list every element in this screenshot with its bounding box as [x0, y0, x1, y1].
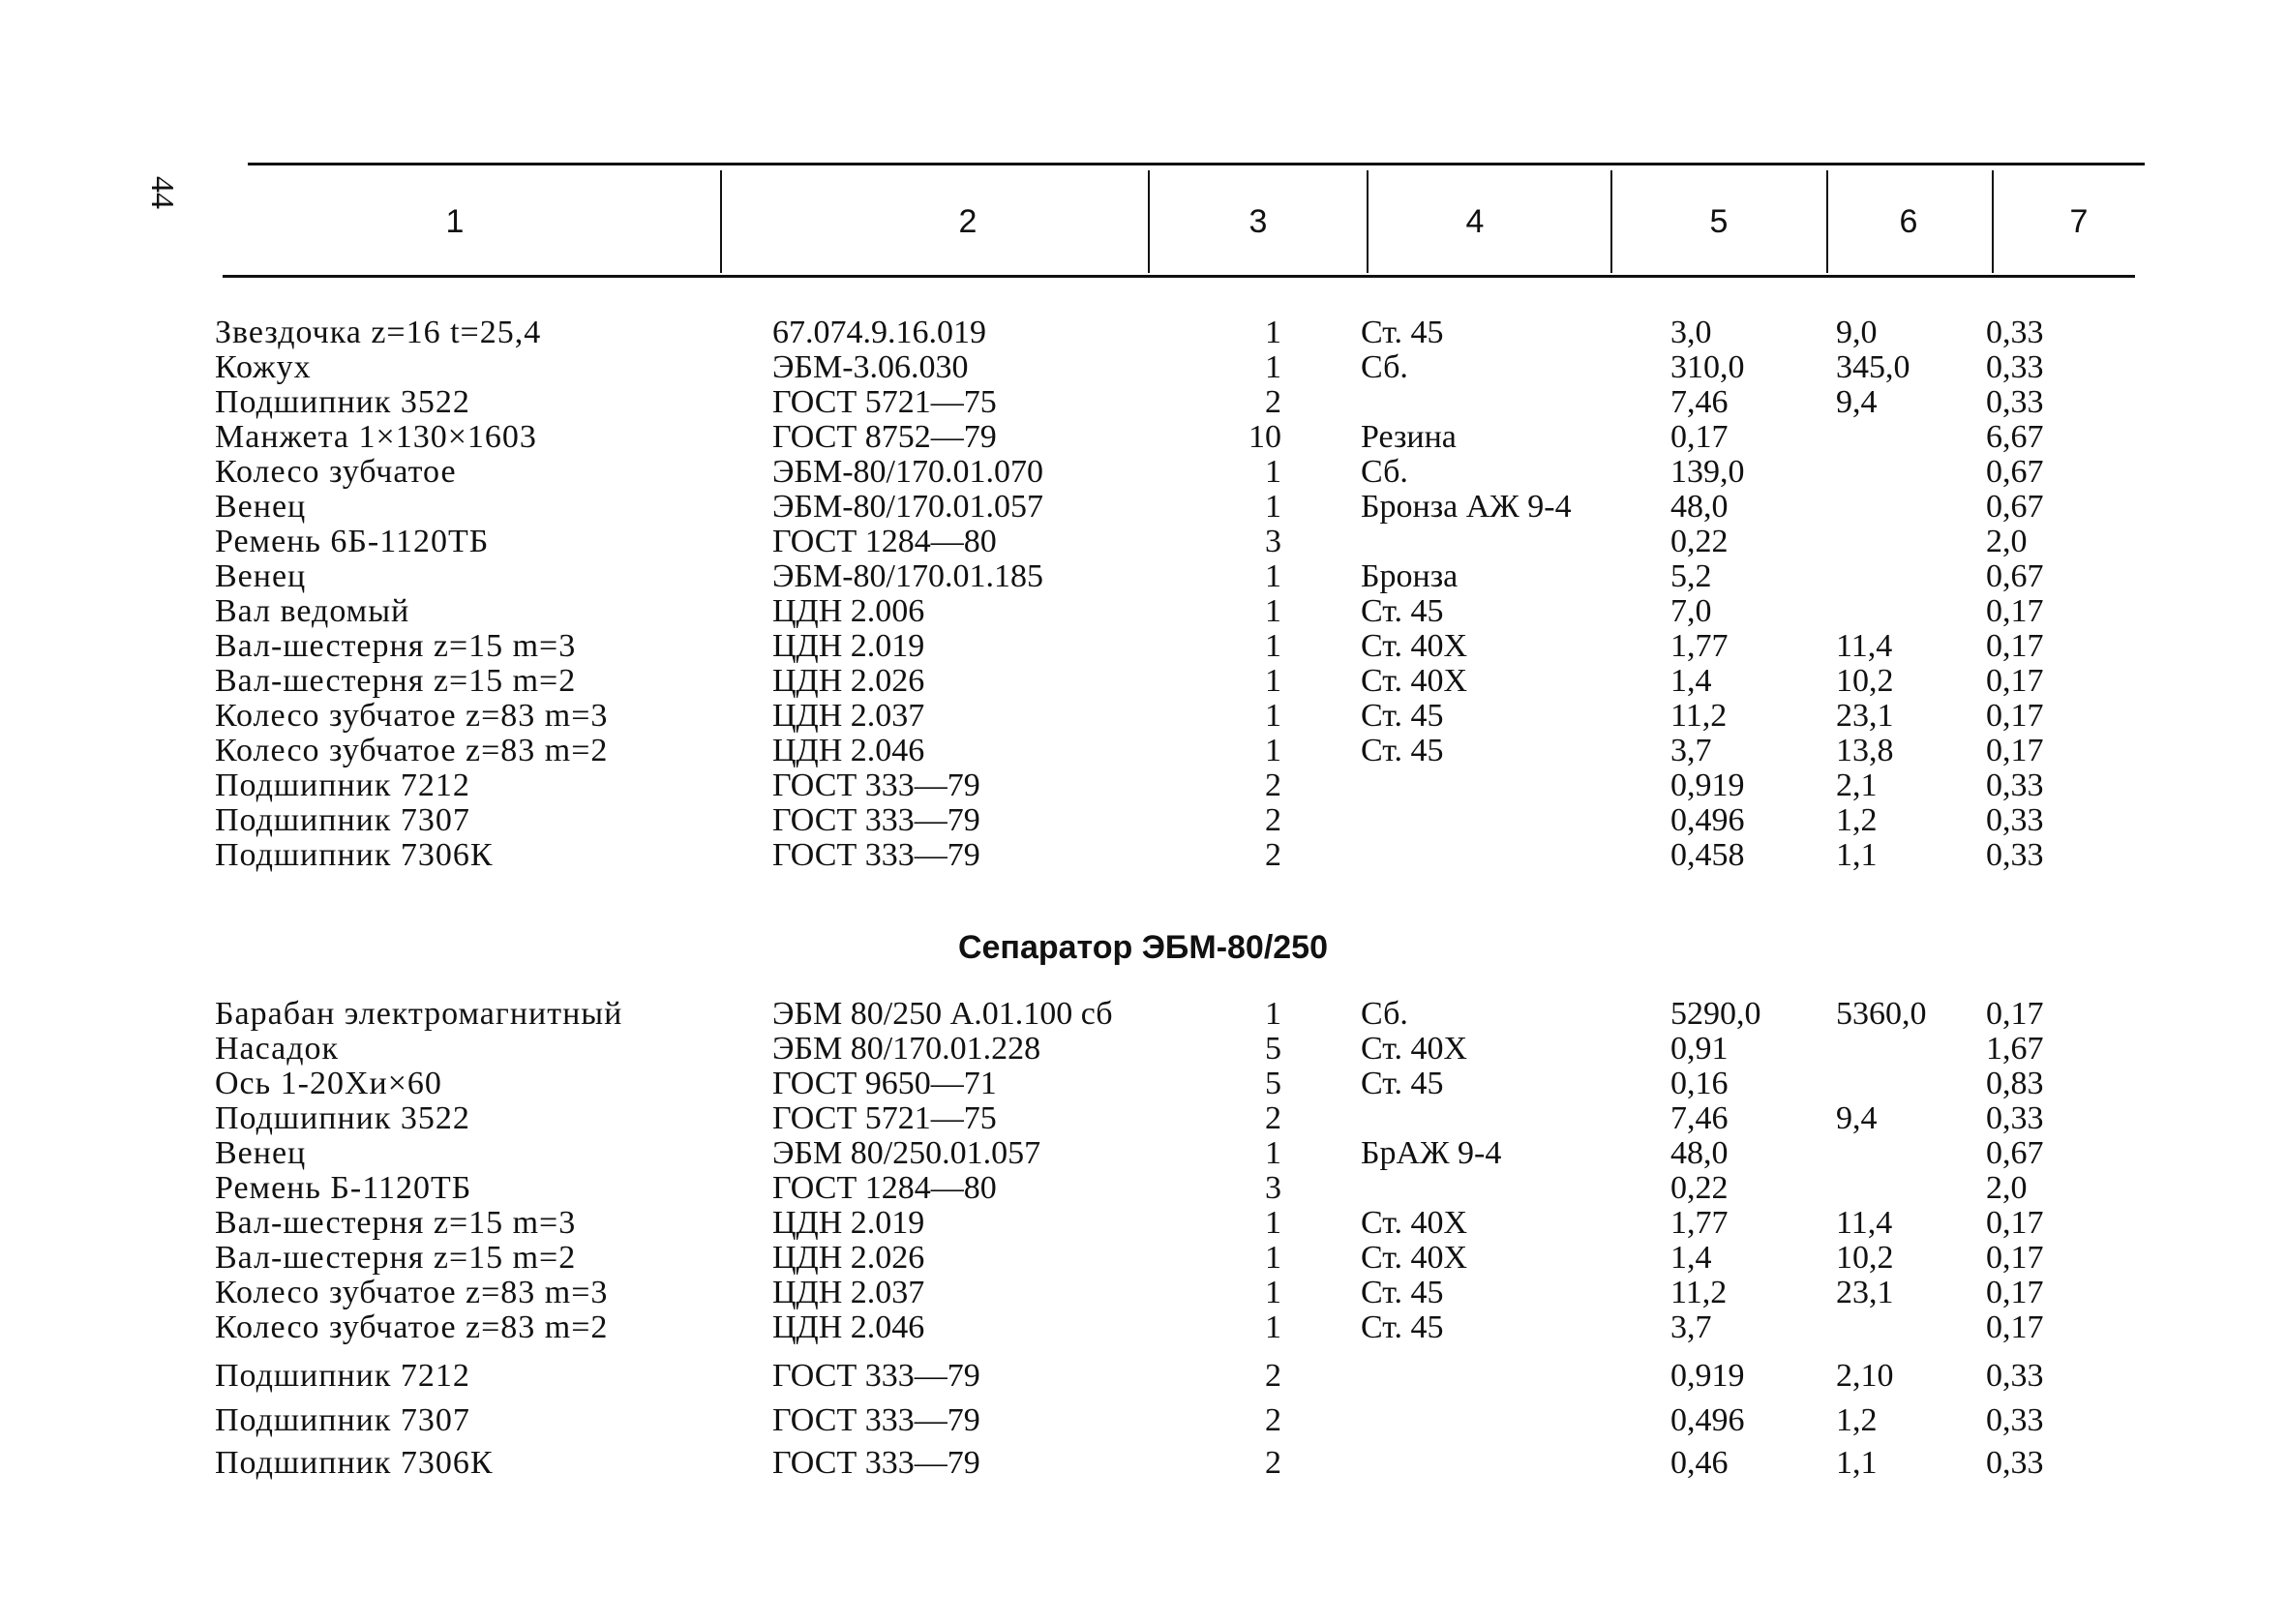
table-row: [0, 1276, 2286, 1310]
table-cell-col-4: Резина: [1361, 419, 1457, 455]
table-cell-col-3: 1: [1265, 663, 1281, 699]
table-cell-col-4: Сб.: [1361, 996, 1408, 1032]
table-cell-col-3: 2: [1265, 384, 1281, 420]
table-cell-col-5: 5290,0: [1670, 996, 1761, 1032]
table-cell-col-1: Колесо зубчатое z=83 m=3: [215, 1275, 609, 1310]
table-cell-col-4: Ст. 45: [1361, 698, 1444, 734]
table-cell-col-5: 3,7: [1670, 733, 1712, 768]
table-cell-col-6: 10,2: [1836, 663, 1894, 699]
table-cell-col-3: 5: [1265, 1031, 1281, 1067]
table-cell-col-7: 2,0: [1986, 524, 2028, 559]
table-cell-col-2: ЦДН 2.046: [772, 733, 925, 768]
table-row: [0, 1241, 2286, 1276]
table-cell-col-1: Ремень Б-1120ТБ: [215, 1170, 472, 1206]
table-cell-col-4: Бронза АЖ 9-4: [1361, 489, 1572, 525]
table-cell-col-3: 1: [1265, 733, 1281, 768]
table-cell-col-3: 1: [1265, 1135, 1281, 1171]
table-cell-col-5: 139,0: [1670, 454, 1745, 490]
table-cell-col-6: 9,0: [1836, 315, 1878, 350]
table-cell-col-7: 0,67: [1986, 558, 2044, 594]
table-cell-col-2: ГОСТ 1284—80: [772, 1170, 997, 1206]
table-cell-col-4: Ст. 45: [1361, 1275, 1444, 1310]
table-cell-col-2: ЦДН 2.037: [772, 698, 925, 734]
table-cell-col-2: ЦДН 2.006: [772, 593, 925, 629]
table-cell-col-7: 0,33: [1986, 837, 2044, 873]
table-cell-col-2: ЦДН 2.046: [772, 1309, 925, 1345]
table-row: [0, 1206, 2286, 1241]
table-row: [0, 490, 2286, 525]
table-cell-col-1: Кожух: [215, 349, 312, 385]
table-cell-col-4: Ст. 40Х: [1361, 1205, 1468, 1241]
table-cell-col-5: 1,77: [1670, 1205, 1729, 1241]
column-header-6: 6: [1899, 203, 1918, 240]
table-row: [0, 838, 2286, 873]
table-cell-col-6: 10,2: [1836, 1240, 1894, 1276]
page-number: 44: [144, 176, 180, 209]
table-cell-col-3: 2: [1265, 837, 1281, 873]
table-cell-col-6: 345,0: [1836, 349, 1910, 385]
table-row: [0, 768, 2286, 803]
table-row: [0, 803, 2286, 838]
table-cell-col-5: 48,0: [1670, 489, 1729, 525]
table-cell-col-1: Подшипник 7212: [215, 1358, 470, 1394]
table-cell-col-6: 2,1: [1836, 767, 1878, 803]
column-header-7: 7: [2069, 203, 2089, 240]
table-cell-col-4: Ст. 45: [1361, 1066, 1444, 1101]
table-cell-col-7: 0,33: [1986, 1100, 2044, 1136]
table-cell-col-1: Подшипник 7212: [215, 767, 470, 803]
table-cell-col-5: 0,91: [1670, 1031, 1729, 1067]
table-cell-col-4: Сб.: [1361, 454, 1408, 490]
table-cell-col-5: 3,7: [1670, 1309, 1712, 1345]
table-cell-col-6: 9,4: [1836, 384, 1878, 420]
table-row: [0, 455, 2286, 490]
table-cell-col-2: ЭБМ 80/170.01.228: [772, 1031, 1041, 1067]
table-cell-col-5: 0,919: [1670, 767, 1745, 803]
table-cell-col-2: ЭБМ 80/250 А.01.100 сб: [772, 996, 1113, 1032]
table-cell-col-1: Ремень 6Б-1120ТБ: [215, 524, 490, 559]
column-divider: [1826, 170, 1828, 273]
table-cell-col-4: Ст. 45: [1361, 593, 1444, 629]
table-cell-col-7: 6,67: [1986, 419, 2044, 455]
table-cell-col-2: ЦДН 2.037: [772, 1275, 925, 1310]
table-cell-col-1: Вал-шестерня z=15 m=3: [215, 628, 577, 664]
table-cell-col-1: Насадок: [215, 1031, 340, 1067]
table-cell-col-6: 5360,0: [1836, 996, 1927, 1032]
table-cell-col-5: 0,919: [1670, 1358, 1745, 1394]
table-cell-col-4: Ст. 45: [1361, 1309, 1444, 1345]
table-cell-col-3: 2: [1265, 802, 1281, 838]
table-cell-col-1: Венец: [215, 1135, 307, 1171]
column-divider: [1148, 170, 1150, 273]
table-cell-col-2: ЭБМ-3.06.030: [772, 349, 969, 385]
table-top-rule: [248, 163, 2145, 165]
table-cell-col-3: 3: [1265, 524, 1281, 559]
column-header-5: 5: [1709, 203, 1729, 240]
table-cell-col-5: 0,16: [1670, 1066, 1729, 1101]
table-row: [0, 734, 2286, 768]
table-row: [0, 997, 2286, 1032]
table-cell-col-3: 1: [1265, 698, 1281, 734]
table-cell-col-1: Колесо зубчатое z=83 m=3: [215, 698, 609, 734]
table-cell-col-1: Ось 1-20Хи×60: [215, 1066, 442, 1101]
table-cell-col-7: 0,67: [1986, 454, 2044, 490]
table-cell-col-3: 2: [1265, 1445, 1281, 1481]
table-cell-col-5: 1,77: [1670, 628, 1729, 664]
table-row: [0, 1359, 2286, 1394]
table-cell-col-3: 2: [1265, 1358, 1281, 1394]
table-cell-col-5: 1,4: [1670, 663, 1712, 699]
table-cell-col-2: ЦДН 2.026: [772, 663, 925, 699]
table-cell-col-5: 0,496: [1670, 802, 1745, 838]
table-cell-col-4: Ст. 45: [1361, 733, 1444, 768]
table-cell-col-2: ЦДН 2.019: [772, 1205, 925, 1241]
table-cell-col-5: 11,2: [1670, 1275, 1728, 1310]
table-cell-col-1: Колесо зубчатое z=83 m=2: [215, 1309, 609, 1345]
table-cell-col-7: 0,33: [1986, 315, 2044, 350]
column-divider: [1610, 170, 1612, 273]
table-cell-col-4: Сб.: [1361, 349, 1408, 385]
table-cell-col-2: ГОСТ 333—79: [772, 1445, 980, 1481]
table-cell-col-2: ЭБМ 80/250.01.057: [772, 1135, 1041, 1171]
table-cell-col-2: ГОСТ 9650—71: [772, 1066, 997, 1101]
table-cell-col-1: Вал-шестерня z=15 m=2: [215, 1240, 577, 1276]
table-cell-col-4: Ст. 40Х: [1361, 663, 1468, 699]
table-cell-col-4: Ст. 40Х: [1361, 628, 1468, 664]
table-cell-col-7: 0,17: [1986, 628, 2044, 664]
table-cell-col-5: 11,2: [1670, 698, 1728, 734]
table-row: [0, 525, 2286, 559]
table-cell-col-2: ГОСТ 333—79: [772, 767, 980, 803]
table-cell-col-2: ГОСТ 333—79: [772, 1402, 980, 1438]
table-cell-col-2: ГОСТ 333—79: [772, 837, 980, 873]
table-cell-col-1: Вал-шестерня z=15 m=2: [215, 663, 577, 699]
table-cell-col-2: 67.074.9.16.019: [772, 315, 986, 350]
table-cell-col-4: Ст. 40Х: [1361, 1031, 1468, 1067]
table-cell-col-7: 1,67: [1986, 1031, 2044, 1067]
table-cell-col-1: Манжета 1×130×1603: [215, 419, 537, 455]
table-cell-col-2: ГОСТ 5721—75: [772, 384, 997, 420]
table-cell-col-7: 0,17: [1986, 733, 2044, 768]
table-cell-col-1: Подшипник 7307: [215, 802, 470, 838]
table-cell-col-4: БрАЖ 9-4: [1361, 1135, 1502, 1171]
table-cell-col-2: ГОСТ 5721—75: [772, 1100, 997, 1136]
table-cell-col-2: ГОСТ 333—79: [772, 802, 980, 838]
table-cell-col-3: 10: [1248, 419, 1281, 455]
table-cell-col-6: 1,1: [1836, 837, 1878, 873]
table-cell-col-6: 23,1: [1836, 1275, 1894, 1310]
table-cell-col-5: 7,0: [1670, 593, 1712, 629]
table-cell-col-3: 1: [1265, 593, 1281, 629]
table-row: [0, 1101, 2286, 1136]
table-cell-col-7: 0,33: [1986, 1402, 2044, 1438]
table-cell-col-1: Вал-шестерня z=15 m=3: [215, 1205, 577, 1241]
table-row: [0, 699, 2286, 734]
table-cell-col-5: 0,17: [1670, 419, 1729, 455]
table-cell-col-3: 1: [1265, 1275, 1281, 1310]
table-row: [0, 1310, 2286, 1345]
table-cell-col-2: ЭБМ-80/170.01.070: [772, 454, 1043, 490]
table-cell-col-5: 0,22: [1670, 524, 1729, 559]
table-cell-col-5: 7,46: [1670, 384, 1729, 420]
table-cell-col-6: 2,10: [1836, 1358, 1894, 1394]
table-cell-col-7: 2,0: [1986, 1170, 2028, 1206]
table-row: [0, 1067, 2286, 1101]
table-row: [0, 1136, 2286, 1171]
table-cell-col-7: 0,33: [1986, 1358, 2044, 1394]
table-cell-col-5: 3,0: [1670, 315, 1712, 350]
table-row: [0, 1171, 2286, 1206]
table-cell-col-7: 0,33: [1986, 384, 2044, 420]
table-cell-col-3: 1: [1265, 628, 1281, 664]
table-row: [0, 385, 2286, 420]
table-cell-col-7: 0,17: [1986, 593, 2044, 629]
table-row: [0, 594, 2286, 629]
table-cell-col-1: Вал ведомый: [215, 593, 410, 629]
table-cell-col-6: 1,1: [1836, 1445, 1878, 1481]
table-cell-col-1: Подшипник 3522: [215, 384, 470, 420]
table-cell-col-3: 1: [1265, 489, 1281, 525]
table-cell-col-6: 23,1: [1836, 698, 1894, 734]
table-header-bottom-rule: [223, 275, 2135, 278]
column-divider: [720, 170, 722, 273]
table-cell-col-2: ЭБМ-80/170.01.057: [772, 489, 1043, 525]
table-cell-col-2: ЦДН 2.026: [772, 1240, 925, 1276]
table-cell-col-3: 1: [1265, 1205, 1281, 1241]
table-row: [0, 664, 2286, 699]
table-cell-col-7: 0,33: [1986, 802, 2044, 838]
section-title: Сепаратор ЭБМ-80/250: [957, 929, 1329, 966]
table-cell-col-3: 5: [1265, 1066, 1281, 1101]
table-cell-col-1: Колесо зубчатое z=83 m=2: [215, 733, 609, 768]
table-row: [0, 1032, 2286, 1067]
table-cell-col-1: Венец: [215, 558, 307, 594]
table-cell-col-6: 1,2: [1836, 802, 1878, 838]
table-cell-col-2: ЦДН 2.019: [772, 628, 925, 664]
table-cell-col-3: 1: [1265, 315, 1281, 350]
table-cell-col-7: 0,17: [1986, 1240, 2044, 1276]
table-row: [0, 420, 2286, 455]
table-cell-col-7: 0,83: [1986, 1066, 2044, 1101]
table-cell-col-5: 0,458: [1670, 837, 1745, 873]
table-cell-col-7: 0,17: [1986, 1309, 2044, 1345]
table-cell-col-5: 48,0: [1670, 1135, 1729, 1171]
table-cell-col-6: 11,4: [1836, 628, 1893, 664]
table-cell-col-2: ГОСТ 8752—79: [772, 419, 997, 455]
column-header-1: 1: [445, 203, 465, 240]
table-row: [0, 316, 2286, 350]
table-cell-col-1: Подшипник 3522: [215, 1100, 470, 1136]
table-cell-col-4: Ст. 40Х: [1361, 1240, 1468, 1276]
table-cell-col-7: 0,33: [1986, 1445, 2044, 1481]
table-cell-col-5: 0,46: [1670, 1445, 1729, 1481]
table-cell-col-3: 2: [1265, 1100, 1281, 1136]
column-divider: [1992, 170, 1994, 273]
table-cell-col-1: Колесо зубчатое: [215, 454, 457, 490]
table-cell-col-4: Бронза: [1361, 558, 1459, 594]
table-cell-col-3: 1: [1265, 558, 1281, 594]
table-cell-col-7: 0,17: [1986, 663, 2044, 699]
table-cell-col-2: ГОСТ 1284—80: [772, 524, 997, 559]
table-cell-col-6: 1,2: [1836, 1402, 1878, 1438]
table-cell-col-5: 1,4: [1670, 1240, 1712, 1276]
table-cell-col-1: Звездочка z=16 t=25,4: [215, 315, 542, 350]
table-cell-col-3: 1: [1265, 454, 1281, 490]
table-cell-col-3: 3: [1265, 1170, 1281, 1206]
table-row: [0, 1446, 2286, 1481]
table-cell-col-7: 0,67: [1986, 1135, 2044, 1171]
table-cell-col-1: Венец: [215, 489, 307, 525]
table-cell-col-6: 11,4: [1836, 1205, 1893, 1241]
table-cell-col-2: ЭБМ-80/170.01.185: [772, 558, 1043, 594]
table-row: [0, 350, 2286, 385]
column-header-3: 3: [1248, 203, 1268, 240]
table-cell-col-6: 9,4: [1836, 1100, 1878, 1136]
table-cell-col-7: 0,17: [1986, 1275, 2044, 1310]
table-cell-col-5: 0,22: [1670, 1170, 1729, 1206]
table-cell-col-6: 13,8: [1836, 733, 1894, 768]
table-cell-col-3: 1: [1265, 1309, 1281, 1345]
table-cell-col-1: Подшипник 7307: [215, 1402, 470, 1438]
table-cell-col-1: Барабан электромагнитный: [215, 996, 623, 1032]
table-cell-col-5: 5,2: [1670, 558, 1712, 594]
table-cell-col-4: Ст. 45: [1361, 315, 1444, 350]
table-cell-col-7: 0,17: [1986, 1205, 2044, 1241]
table-cell-col-2: ГОСТ 333—79: [772, 1358, 980, 1394]
table-cell-col-5: 7,46: [1670, 1100, 1729, 1136]
table-cell-col-7: 0,33: [1986, 767, 2044, 803]
table-cell-col-7: 0,17: [1986, 996, 2044, 1032]
table-cell-col-1: Подшипник 7306К: [215, 837, 494, 873]
table-cell-col-3: 2: [1265, 1402, 1281, 1438]
table-cell-col-5: 0,496: [1670, 1402, 1745, 1438]
table-row: [0, 559, 2286, 594]
table-cell-col-7: 0,33: [1986, 349, 2044, 385]
table-cell-col-3: 1: [1265, 349, 1281, 385]
column-divider: [1367, 170, 1369, 273]
column-header-4: 4: [1465, 203, 1485, 240]
table-cell-col-1: Подшипник 7306К: [215, 1445, 494, 1481]
table-cell-col-7: 0,67: [1986, 489, 2044, 525]
table-cell-col-3: 2: [1265, 767, 1281, 803]
table-cell-col-3: 1: [1265, 996, 1281, 1032]
table-cell-col-3: 1: [1265, 1240, 1281, 1276]
column-header-2: 2: [958, 203, 978, 240]
table-cell-col-7: 0,17: [1986, 698, 2044, 734]
table-row: [0, 1403, 2286, 1438]
table-cell-col-5: 310,0: [1670, 349, 1745, 385]
table-row: [0, 629, 2286, 664]
